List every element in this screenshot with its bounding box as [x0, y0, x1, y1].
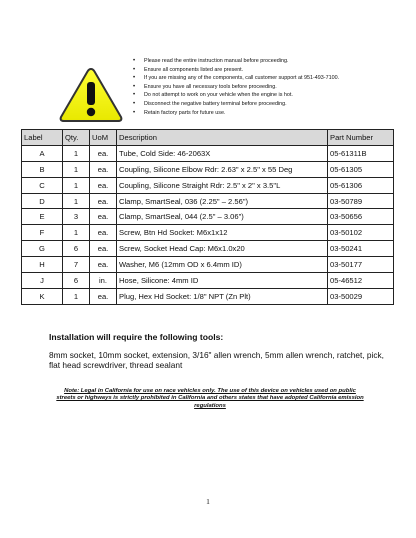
cell-qty: 1	[63, 225, 90, 241]
tools-list: 8mm socket, 10mm socket, extension, 3/16" allen wrench, 5mm allen wrench, ratchet, pick, flat head screwdriver, thread sealant	[49, 350, 384, 371]
column-header-qty: Qty.	[63, 130, 90, 146]
table-row	[22, 193, 394, 209]
cell-description: Washer, M6 (12mm OD x 6.4mm ID)	[117, 257, 328, 273]
cell-description: Clamp, SmartSeal, 036 (2.25" – 2.56")	[117, 193, 328, 209]
safety-note: • Disconnect the negative battery terminal before proceeding.	[133, 100, 339, 109]
column-header-label: Label	[22, 130, 63, 146]
safety-note: • Ensure all components listed are present.	[133, 66, 339, 75]
cell-qty: 6	[63, 241, 90, 257]
cell-description: Plug, Hex Hd Socket: 1/8" NPT (Zn Plt)	[117, 288, 328, 304]
cell-uom: ea.	[90, 209, 117, 225]
legal-note: Note: Legal in California for use on race vehicles only. The use of this device on vehicles used on public streets or highways is strictly prohibited in California and others states that have adopted California emission regulations	[56, 388, 364, 409]
table-row	[22, 225, 394, 241]
safety-note: • Ensure you have all necessary tools before proceeding.	[133, 83, 339, 92]
safety-note: • Retain factory parts for future use.	[133, 109, 339, 118]
cell-qty: 3	[63, 209, 90, 225]
cell-description: Clamp, SmartSeal, 044 (2.5" – 3.06")	[117, 209, 328, 225]
cell-uom: ea.	[90, 177, 117, 193]
cell-label: F	[22, 225, 63, 241]
cell-part-number: 03-50102	[328, 225, 394, 241]
cell-uom: ea.	[90, 288, 117, 304]
cell-description: Coupling, Silicone Straight Rdr: 2.5" x 2" x 3.5"L	[117, 177, 328, 193]
cell-part-number: 03-50241	[328, 241, 394, 257]
cell-label: D	[22, 193, 63, 209]
table-row	[22, 257, 394, 273]
table-header-row	[22, 130, 394, 146]
cell-part-number: 05-46512	[328, 273, 394, 289]
column-header-description: Description	[117, 130, 328, 146]
page-number: 1	[206, 497, 210, 506]
cell-description: Hose, Silicone: 4mm ID	[117, 273, 328, 289]
cell-qty: 1	[63, 288, 90, 304]
cell-label: J	[22, 273, 63, 289]
cell-uom: in.	[90, 273, 117, 289]
cell-qty: 1	[63, 145, 90, 161]
cell-qty: 1	[63, 161, 90, 177]
table-row	[22, 241, 394, 257]
warning-triangle-icon	[58, 66, 124, 124]
table-row	[22, 273, 394, 289]
table-row	[22, 161, 394, 177]
cell-part-number: 03-50029	[328, 288, 394, 304]
cell-uom: ea.	[90, 257, 117, 273]
table-row	[22, 177, 394, 193]
cell-qty: 1	[63, 177, 90, 193]
safety-notes-list	[133, 57, 339, 117]
cell-label: E	[22, 209, 63, 225]
cell-part-number: 05-61311B	[328, 145, 394, 161]
cell-part-number: 05-61306	[328, 177, 394, 193]
cell-qty: 1	[63, 193, 90, 209]
cell-uom: ea.	[90, 193, 117, 209]
cell-label: A	[22, 145, 63, 161]
cell-description: Screw, Btn Hd Socket: M6x1x12	[117, 225, 328, 241]
safety-note: • Do not attempt to work on your vehicle when the engine is hot.	[133, 91, 339, 100]
table-row	[22, 209, 394, 225]
cell-part-number: 03-50177	[328, 257, 394, 273]
table-row	[22, 288, 394, 304]
cell-label: C	[22, 177, 63, 193]
cell-uom: ea.	[90, 241, 117, 257]
cell-label: H	[22, 257, 63, 273]
column-header-uom: UoM	[90, 130, 117, 146]
safety-note: • If you are missing any of the components, call customer support at 951-493-7100.	[133, 74, 339, 83]
cell-label: B	[22, 161, 63, 177]
cell-description: Coupling, Silicone Elbow Rdr: 2.63" x 2.5" x 55 Deg	[117, 161, 328, 177]
parts-table	[21, 129, 394, 305]
cell-uom: ea.	[90, 145, 117, 161]
cell-qty: 7	[63, 257, 90, 273]
tools-heading: Installation will require the following tools:	[49, 332, 224, 342]
cell-description: Screw, Socket Head Cap: M6x1.0x20	[117, 241, 328, 257]
cell-part-number: 03-50656	[328, 209, 394, 225]
cell-part-number: 05-61305	[328, 161, 394, 177]
column-header-part-number: Part Number	[328, 130, 394, 146]
cell-part-number: 03-50789	[328, 193, 394, 209]
safety-note: • Please read the entire instruction manual before proceeding.	[133, 57, 339, 66]
table-row	[22, 145, 394, 161]
cell-qty: 6	[63, 273, 90, 289]
cell-description: Tube, Cold Side: 46-2063X	[117, 145, 328, 161]
cell-uom: ea.	[90, 225, 117, 241]
cell-label: K	[22, 288, 63, 304]
cell-label: G	[22, 241, 63, 257]
cell-uom: ea.	[90, 161, 117, 177]
